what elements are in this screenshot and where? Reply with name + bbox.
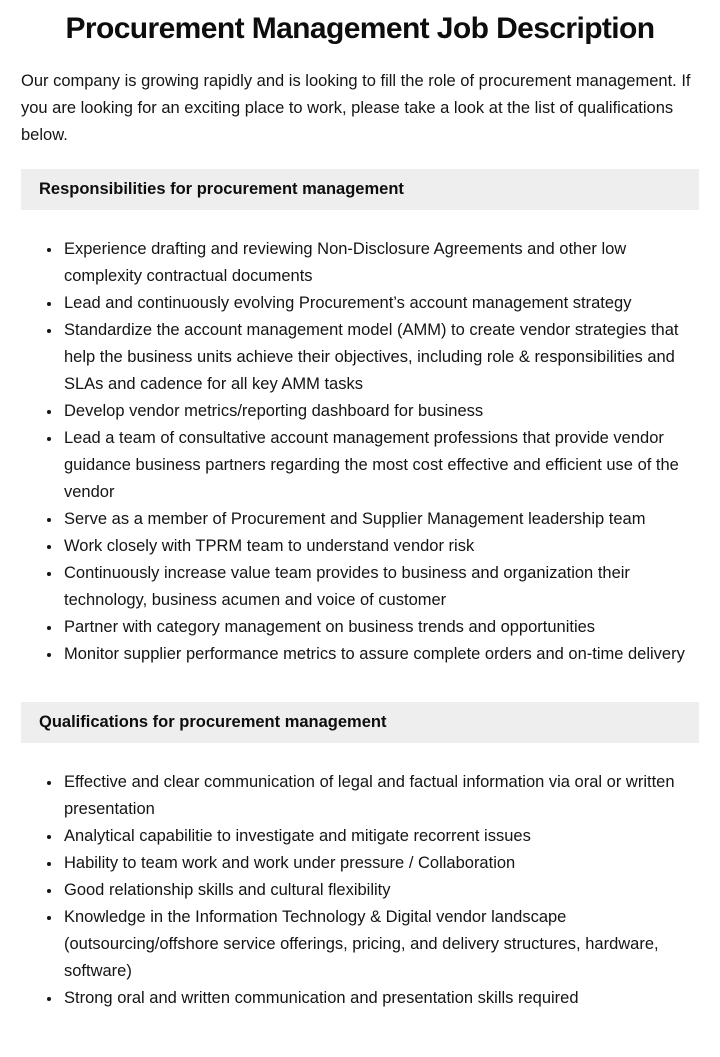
- list-item: • Work closely with TPRM team to understand vendor risk: [62, 533, 699, 560]
- intro-paragraph: Our company is growing rapidly and is looking to fill the role of procurement management. If you are looking for an exciting place to work, please take a look at the list of qualifications below.: [21, 72, 691, 144]
- list-item: • Good relationship skills and cultural flexibility: [62, 877, 699, 904]
- list-item: • Standardize the account management model (AMM) to create vendor strategies that help the business units achieve their objectives, including role & responsibilities and SLAs and cadence for all key AMM tasks: [62, 317, 699, 398]
- list-item: • Experience drafting and reviewing Non-Disclosure Agreements and other low complexity contractual documents: [62, 236, 699, 290]
- responsibilities-heading: Responsibilities for procurement management: [21, 169, 699, 210]
- responsibilities-section: [21, 169, 699, 668]
- qualifications-list: [21, 769, 699, 1012]
- list-item: • Analytical capabilitie to investigate and mitigate recorrent issues: [62, 823, 699, 850]
- responsibilities-list: [21, 236, 699, 668]
- list-item: • Effective and clear communication of legal and factual information via oral or written presentation: [62, 769, 699, 823]
- qualifications-heading: Qualifications for procurement management: [21, 702, 699, 743]
- list-item: • Strong oral and written communication and presentation skills required: [62, 985, 699, 1012]
- list-item: • Serve as a member of Procurement and Supplier Management leadership team: [62, 506, 699, 533]
- list-item: • Continuously increase value team provides to business and organization their technology, business acumen and voice of customer: [62, 560, 699, 614]
- list-item: • Knowledge in the Information Technology & Digital vendor landscape (outsourcing/offshore service offerings, pricing, and delivery structures, hardware, software): [62, 904, 699, 985]
- qualifications-section: [21, 702, 699, 1012]
- list-item: • Lead a team of consultative account management professions that provide vendor guidance business partners regarding the most cost effective and efficient use of the vendor: [62, 425, 699, 506]
- list-item: • Lead and continuously evolving Procurement’s account management strategy: [62, 290, 699, 317]
- list-item: • Partner with category management on business trends and opportunities: [62, 614, 699, 641]
- page-title: Procurement Management Job Description: [65, 12, 655, 45]
- list-item: • Monitor supplier performance metrics to assure complete orders and on-time delivery: [62, 641, 699, 668]
- list-item: • Hability to team work and work under pressure / Collaboration: [62, 850, 699, 877]
- list-item: • Develop vendor metrics/reporting dashboard for business: [62, 398, 699, 425]
